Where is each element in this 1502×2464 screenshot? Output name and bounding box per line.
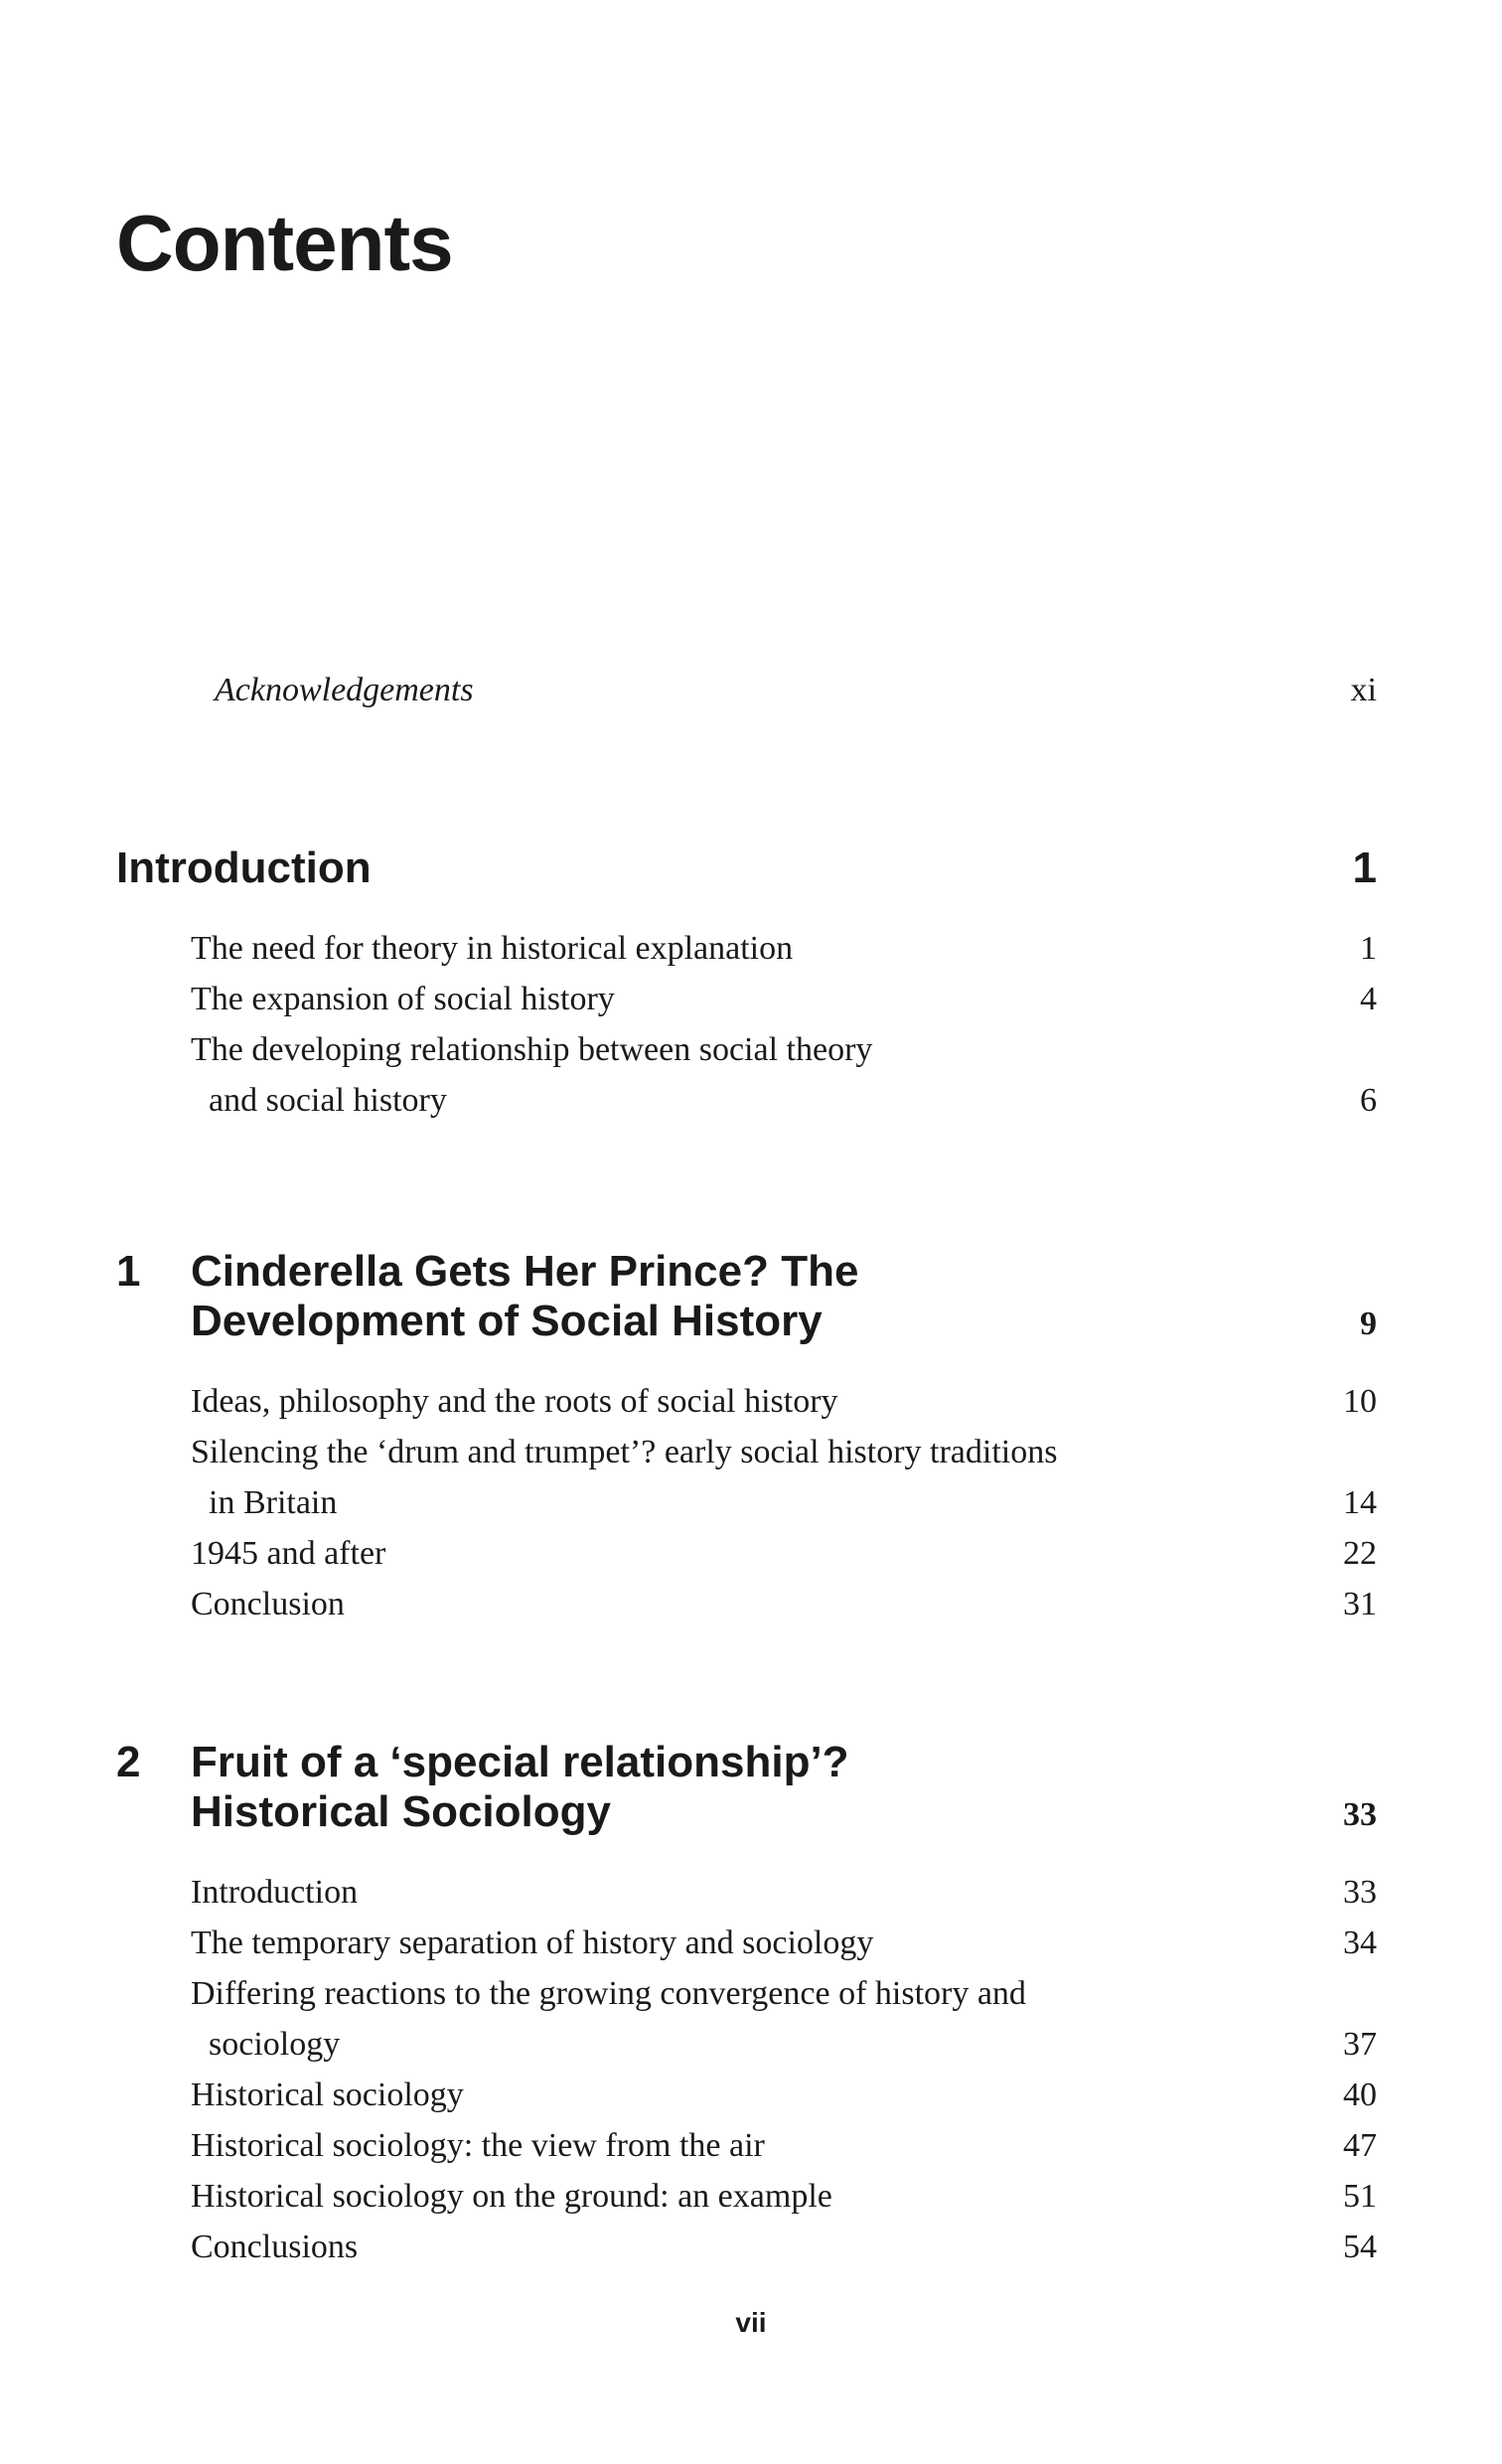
toc-page-number: 14: [1343, 1484, 1377, 1521]
section-title: Introduction: [116, 844, 372, 892]
toc-page-number: 31: [1343, 1586, 1377, 1622]
toc-entry[interactable]: [191, 1918, 1377, 1968]
section-title-line: Development of Social History: [191, 1297, 823, 1345]
toc-page-number: 6: [1360, 1082, 1377, 1119]
toc-page-number: 33: [1343, 1874, 1377, 1911]
toc-entry-title: The expansion of social history: [191, 981, 615, 1017]
toc-entry-list: [191, 1376, 1377, 1629]
toc-entry[interactable]: [191, 1376, 1377, 1427]
toc-entry-title: Historical sociology: [191, 2077, 464, 2113]
toc-entry-title: Historical sociology on the ground: an example: [191, 2178, 832, 2215]
section-heading-chapter-2[interactable]: [191, 1738, 849, 1837]
chapter-number: 1: [116, 1247, 141, 1296]
toc-page-number: 1: [1360, 930, 1377, 967]
toc-page-number: 47: [1343, 2127, 1377, 2164]
toc-entry[interactable]: [191, 2120, 1377, 2171]
toc-entry[interactable]: [191, 1024, 1377, 1126]
toc-entry-list: [191, 1867, 1377, 2272]
toc-entry-title: Differing reactions to the growing convergence of history and sociology: [191, 1975, 1026, 2063]
toc-entry-title: Conclusion: [191, 1586, 345, 1622]
section-page-number: 1: [1352, 844, 1377, 892]
toc-entry-title: Acknowledgements: [215, 672, 474, 708]
section-title-line: Fruit of a ‘special relationship’?: [191, 1738, 849, 1786]
toc-entry-title: Conclusions: [191, 2229, 359, 2265]
toc-entry-title: The temporary separation of history and sociology: [191, 1925, 874, 1961]
toc-entry[interactable]: [191, 1528, 1377, 1579]
toc-entry-title: Ideas, philosophy and the roots of social history: [191, 1383, 838, 1420]
page-folio: vii: [735, 2307, 767, 2338]
toc-entry[interactable]: [191, 1579, 1377, 1629]
toc-entry[interactable]: [191, 1968, 1377, 2070]
toc-entry-title: Historical sociology: the view from the air: [191, 2127, 765, 2164]
toc-page-number: xi: [1350, 672, 1377, 708]
toc-entry-title: The need for theory in historical explanation: [191, 930, 794, 967]
toc-entry[interactable]: [191, 2222, 1377, 2272]
toc-entry[interactable]: [191, 1427, 1377, 1528]
section-page-number: 9: [1360, 1306, 1377, 1342]
toc-page-number: 10: [1343, 1383, 1377, 1420]
toc-entry[interactable]: [191, 923, 1377, 974]
toc-entry-title: The developing relationship between social theory and social history: [191, 1031, 873, 1119]
section-title-line: Cinderella Gets Her Prince? The: [191, 1247, 859, 1296]
toc-page-number: 4: [1360, 981, 1377, 1017]
section-page-number: 33: [1343, 1796, 1377, 1833]
toc-entry-title: Introduction: [191, 1874, 359, 1911]
section-heading-introduction[interactable]: [116, 844, 372, 893]
toc-entry[interactable]: [191, 2070, 1377, 2120]
toc-entry-title: Silencing the ‘drum and trumpet’? early social history traditions in Britain: [191, 1434, 1058, 1521]
section-title-line: Historical Sociology: [191, 1787, 611, 1836]
toc-page-number: 40: [1343, 2077, 1377, 2113]
chapter-number: 2: [116, 1738, 141, 1786]
toc-entry-title: 1945 and after: [191, 1535, 386, 1572]
toc-acknowledgements[interactable]: [215, 672, 1377, 713]
toc-page-number: 54: [1343, 2229, 1377, 2265]
toc-entry[interactable]: [191, 1867, 1377, 1918]
page-title: Contents: [116, 199, 453, 287]
toc-page-number: 22: [1343, 1535, 1377, 1572]
toc-entry[interactable]: [191, 2171, 1377, 2222]
section-heading-chapter-1[interactable]: [191, 1247, 858, 1346]
toc-page-number: 34: [1343, 1925, 1377, 1961]
toc-page-number: 51: [1343, 2178, 1377, 2215]
toc-page-number: 37: [1343, 2026, 1377, 2063]
toc-entry-list: [191, 923, 1377, 1126]
toc-entry[interactable]: [191, 974, 1377, 1024]
